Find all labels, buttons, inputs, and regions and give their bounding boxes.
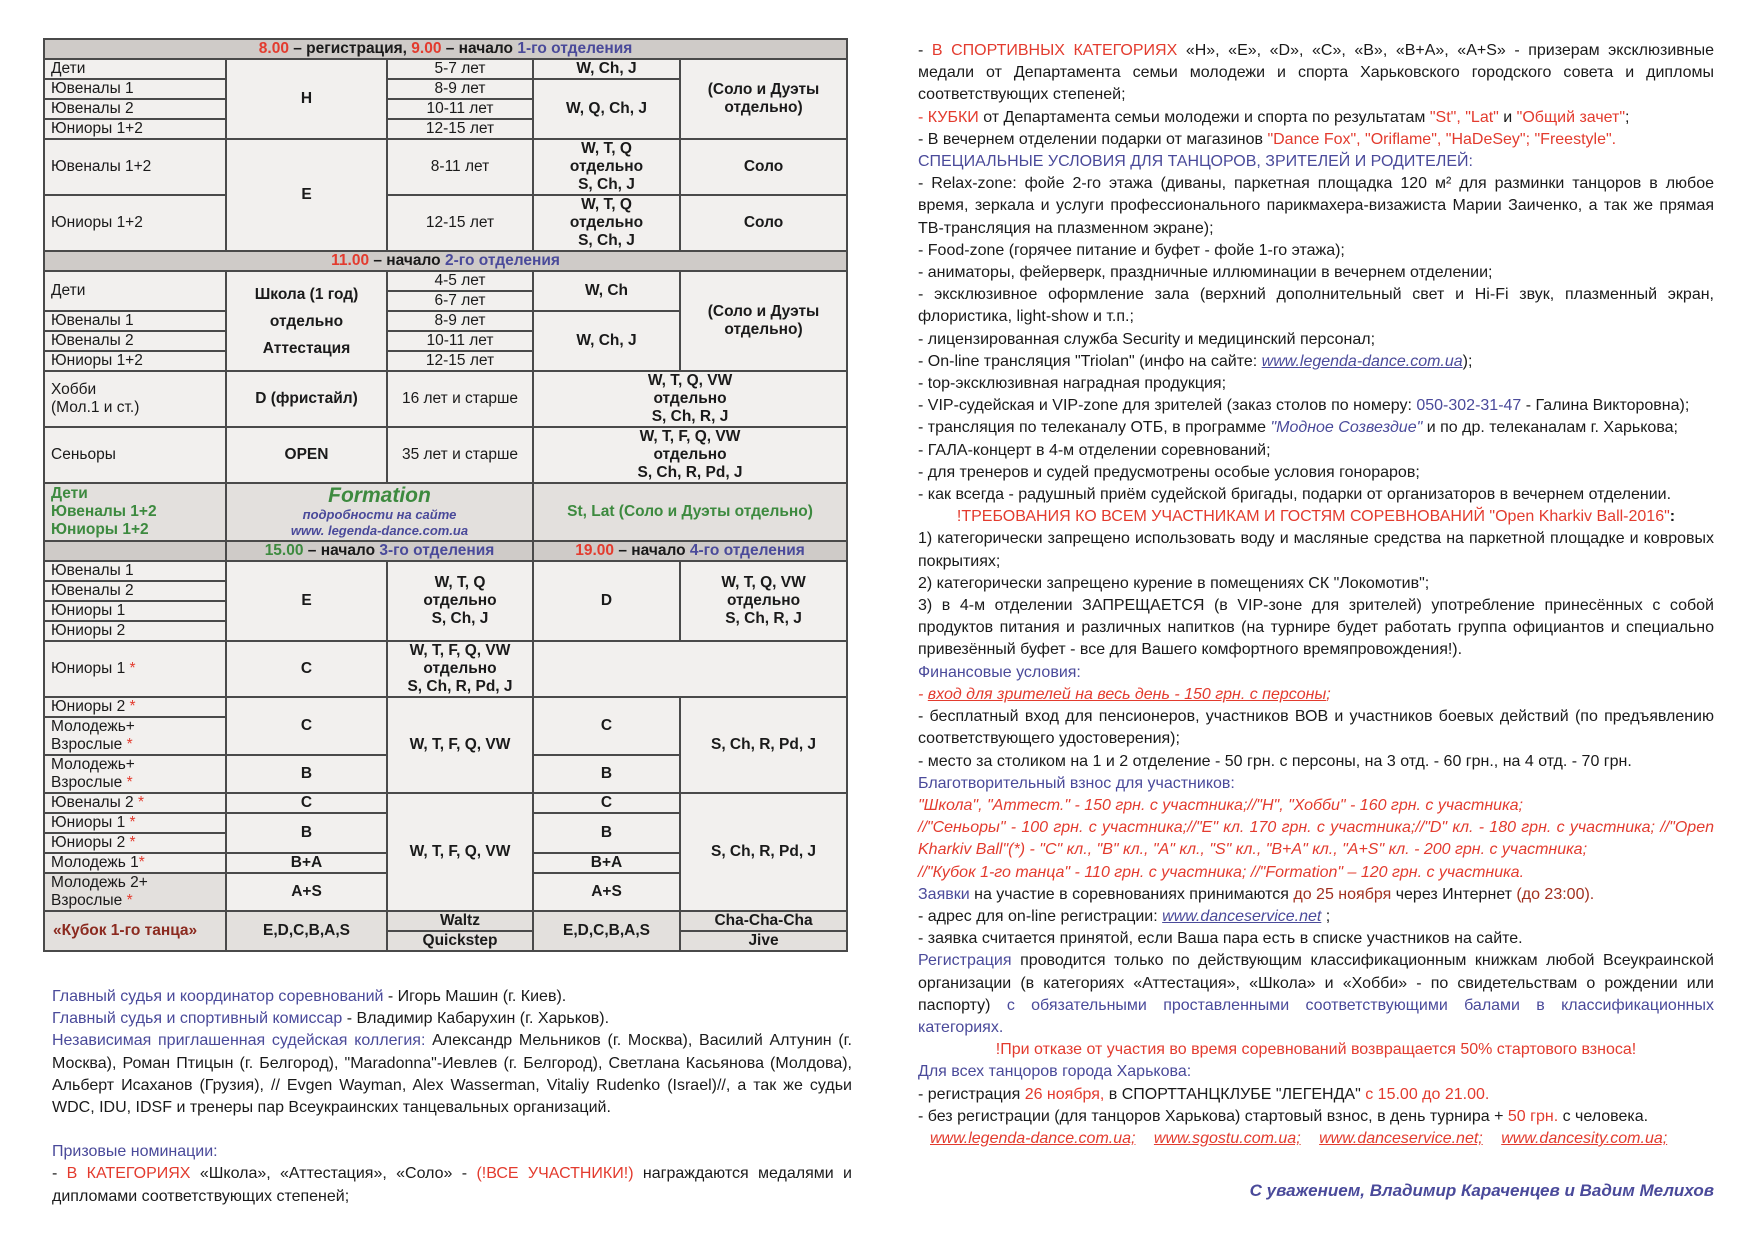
note-cell [680, 271, 847, 371]
category-cell: Ювеналы 1 [44, 79, 226, 99]
category-cell [44, 793, 226, 813]
age-cell: 5-7 лет [387, 59, 533, 79]
dances-cell: W, Ch [533, 271, 680, 311]
note-line: отдельно) [724, 321, 803, 338]
category-cell [44, 813, 226, 833]
kharkiv-text: - без регистрации (для танцоров Харькова) стартовый взнос, в день турнира + [918, 1107, 1508, 1125]
special-item: - для тренеров и судей предусмотрены особые условия гонораров; [918, 463, 1420, 481]
class-cell: A+S [226, 873, 387, 911]
kharkiv-text: в СПОРТТАНЦКЛУБЕ "ЛЕГЕНДА" [1104, 1085, 1366, 1103]
requirements-title [918, 506, 1714, 528]
applications-text: на участие в соревнованиях принимаются [969, 885, 1294, 903]
special-item: - top-эксклюзивная наградная продукция; [918, 375, 1227, 393]
category-cell: Ювеналы 1 [44, 311, 226, 331]
dances-cell [387, 641, 533, 697]
age-cell: 6-7 лет [387, 291, 533, 311]
note-line: отдельно) [724, 99, 803, 116]
table-row [44, 641, 847, 697]
vip-line [918, 395, 1714, 417]
class-cell: C [533, 793, 680, 813]
asterisk-mark: * [126, 736, 133, 753]
requirement-item: 1) категорически запрещено использовать воду и масляные средства на паркетной площадке и ковровых покрытиях; [918, 530, 1714, 570]
formation-cell [226, 483, 533, 541]
dances-cell: W, T, F, Q, VW [387, 697, 533, 793]
class-cell: B [533, 813, 680, 853]
registration-line [918, 950, 1714, 1039]
dash: - [52, 1165, 67, 1183]
kharkiv-time: с 15.00 до 21.00. [1365, 1085, 1490, 1103]
cups-line [918, 107, 1714, 129]
punct: ; [1326, 685, 1331, 703]
dances-cell [387, 561, 533, 641]
sport-prizes [918, 40, 1714, 107]
time-start: 9.00 [411, 40, 442, 57]
cups-total: "Общий зачет" [1516, 108, 1626, 126]
website-links [918, 1128, 1714, 1150]
category-cell [44, 853, 226, 873]
asterisk-mark: * [129, 834, 136, 851]
kharkiv-noreg-line [918, 1106, 1714, 1128]
category-cell: Ювеналы 2 [44, 331, 226, 351]
website-link[interactable]: www.dancesity.com.ua; [1501, 1129, 1668, 1147]
sport-category: В СПОРТИВНЫХ КАТЕГОРИЯХ [931, 42, 1178, 59]
website-link[interactable]: www.legenda-dance.com.ua; [930, 1129, 1136, 1147]
kharkiv-title: Для всех танцоров города Харькова: [918, 1063, 1192, 1081]
category-line: Молодежь+ [51, 718, 135, 735]
dance-line: S, Ch, R, J [725, 610, 802, 627]
panel-label: Независимая приглашенная судейская коллегия: [52, 1032, 426, 1050]
class-line: Аттестация [262, 339, 351, 357]
asterisk-mark: * [137, 794, 144, 811]
class-line: отдельно [269, 312, 344, 330]
age-cell: 8-9 лет [387, 311, 533, 331]
empty-cell [533, 641, 847, 697]
special-item: - аниматоры, фейерверк, праздничные иллюминации в вечернем отделении; [918, 264, 1493, 282]
asterisk-mark: * [129, 698, 136, 715]
tv-show: "Модное Созвездие" [1270, 419, 1423, 437]
formation-row [44, 483, 847, 541]
category-text: Юниоры 1 [51, 660, 126, 677]
category-line: Дети [51, 485, 88, 502]
class-cell: C [226, 641, 387, 697]
gifts-line [918, 129, 1714, 151]
dance-line: отдельно [653, 446, 727, 463]
time-start: 15.00 [264, 542, 304, 559]
formation-link[interactable]: www. legenda-dance.com.ua [290, 523, 469, 538]
time-start: 11.00 [331, 252, 370, 269]
kubok-dance: Cha-Cha-Cha [680, 911, 847, 931]
asterisk-mark: * [126, 892, 133, 909]
section-3-header [226, 541, 533, 561]
section-3-4-header [44, 541, 847, 561]
dance-line: S, Ch, J [431, 610, 489, 627]
special-item: - эксклюзивное оформление зала (верхний дополнительный свет и Hi-Fi звук, плазменный экран, флористика, light-show и т.п.; [918, 286, 1714, 326]
info-section [918, 40, 1714, 1150]
header-text: – регистрация, [288, 40, 412, 57]
kharkiv-amount: 50 грн. [1507, 1107, 1559, 1125]
dances-cell [680, 561, 847, 641]
class-cell: C [533, 697, 680, 755]
special-item: - лицензированная служба Security и медицинский персонал; [918, 330, 1376, 348]
accepted-note: - заявка считается принятой, если Ваша пара есть в списке участников на сайте. [918, 930, 1523, 948]
table-row [44, 427, 847, 483]
panel-names: Александр Мельников (г. Москва), Василий Алтунин (г. Москва), Роман Птицын (г. Белгород), "Maradonna"-Иевлев (г. Белгород), Светлана Касьянова (Молдова), Альберт Исаханов (Грузия), // Evgen Wayman, Alex Wasserman, Vitaliy Rudenko (Israel)//, а так же судьи WDC, IDU, IDSF и тренеры пар Всеукраинских танцевальных организаций. [52, 1032, 853, 1117]
applications-line [918, 884, 1714, 906]
prizes-category: В КАТЕГОРИЯХ [66, 1165, 191, 1183]
class-cell: B+A [533, 853, 680, 873]
dances-cell [533, 427, 847, 483]
cups-text: и [1498, 108, 1517, 126]
fee-title: Благотворительный взнос для участников: [918, 774, 1235, 792]
table-row [44, 59, 847, 79]
category-text: Взрослые [51, 892, 123, 909]
category-cell [44, 833, 226, 853]
finance-item: - место за столиком на 1 и 2 отделение - 50 грн. с персоны, на 3 отд. - 60 грн., на 4 отд. - 70 грн. [918, 752, 1632, 770]
section-label: 3-го отделения [379, 542, 495, 559]
category-cell [44, 697, 226, 717]
kharkiv-text: с человека. [1558, 1107, 1649, 1125]
asterisk-mark: * [129, 660, 136, 677]
online-line [918, 351, 1714, 373]
tv-text: - трансляция по телеканалу ОТБ, в программе [918, 419, 1271, 437]
section-label: 1-го отделения [517, 40, 633, 57]
kubok-dance: Quickstep [387, 931, 533, 951]
dance-line: отдельно [569, 214, 644, 231]
dash: - [918, 42, 932, 59]
dance-line: отдельно [653, 390, 727, 407]
age-cell: 8-11 лет [387, 139, 533, 195]
gifts-shops: "Dance Fox", "Oriflame", "HaDeSey"; "Freestyle". [1267, 130, 1617, 148]
kubok-row [44, 911, 847, 931]
category-cell: Ювеналы 2 [44, 99, 226, 119]
header-text: – начало [441, 40, 518, 57]
dance-line: S, Ch, R, Pd, J [407, 678, 513, 695]
category-cell: Дети [44, 59, 226, 79]
finance-item: - бесплатный вход для пенсионеров, участников ВОВ и участников боевых действий (по предъявлению соответствующего удостоверения); [918, 708, 1714, 748]
entry-fee-line [918, 684, 1714, 706]
category-text: Молодежь 1 [51, 854, 139, 871]
category-cell: Дети [44, 271, 226, 311]
signature: С уважением, Владимир Караченцев и Вадим Мелихов [1249, 1181, 1714, 1200]
cups-text: ; [1625, 108, 1630, 126]
note-cell: Соло [680, 139, 847, 195]
judge-role: Главный судья и координатор соревнований [52, 988, 384, 1005]
formation-styles: St, Lat (Соло и Дуэты отдельно) [533, 483, 847, 541]
age-cell: 16 лет и старше [387, 371, 533, 427]
kubok-label: «Кубок 1-го танца» [44, 911, 226, 951]
asterisk-mark: * [138, 854, 145, 871]
class-cell: C [226, 697, 387, 755]
dances-cell: W, Q, Ch, J [533, 79, 680, 139]
dance-line: W, T, Q, VW [721, 574, 806, 591]
applications-time: (до 23:00) [1516, 885, 1590, 903]
vip-text: - Галина Викторовна); [1521, 397, 1690, 415]
class-cell: E [226, 561, 387, 641]
age-cell: 4-5 лет [387, 271, 533, 291]
fee-line: //"Сеньоры" - 100 грн. с участника;//"E" кл. 170 грн. с участника;//"D" кл. - 180 грн. с участника; //"Open Kharkiv Ball"(*) - "C" кл., "B" кл., "A" кл., "S" кл., "B+A" кл., "A+S" кл. - 200 грн. с участника; [918, 819, 1714, 859]
online-text: ); [1462, 352, 1473, 370]
punct: . [1589, 885, 1595, 903]
category-line: Молодежь 2+ [51, 874, 148, 891]
colon: : [1669, 508, 1676, 526]
category-text: Взрослые [51, 774, 123, 791]
category-text: Ювеналы 2 [51, 794, 134, 811]
dance-line: отдельно [726, 592, 801, 609]
dance-line: отдельно [569, 158, 644, 175]
website-link[interactable]: www.sgostu.com.ua; [1153, 1129, 1301, 1147]
judge-name: - Владимир Кабарухин (г. Харьков). [342, 1010, 610, 1028]
formation-title: Formation [328, 484, 431, 507]
category-cell: Юниоры 1+2 [44, 195, 226, 251]
dance-line: W, T, Q, VW [647, 372, 733, 389]
dance-line: W, T, F, Q, VW [409, 642, 511, 659]
judges-section [52, 986, 852, 1208]
category-cell [44, 641, 226, 697]
category-cell: Ювеналы 2 [44, 581, 226, 601]
asterisk-mark: * [126, 774, 133, 791]
category-line: Молодежь+ [51, 756, 135, 773]
class-cell: OPEN [226, 427, 387, 483]
fee-line: "Школа", "Аттест." - 150 грн. с участника;//"Н", "Хобби" - 160 грн. с участника; [918, 796, 1523, 814]
prizes-text: награждаются медалями и дипломами соответствующих степеней; [52, 1165, 852, 1205]
category-cell: Юниоры 1 [44, 601, 226, 621]
registration-requirement: с обязательными проставленными соответствующими балами в классификационных категориях. [918, 996, 1714, 1036]
header-text: – начало [614, 542, 690, 559]
category-text: Взрослые [51, 736, 123, 753]
table-row [44, 793, 847, 813]
class-line: Школа (1 год) [254, 285, 359, 303]
dance-line: отдельно [423, 592, 497, 609]
judge-line [52, 1008, 852, 1030]
dances-cell [533, 195, 680, 251]
address-line [918, 906, 1714, 928]
category-text: Юниоры 1 [51, 814, 126, 831]
class-cell: D (фристайл) [226, 371, 387, 427]
dances-cell: W, Ch, J [533, 311, 680, 371]
category-line: Ювеналы 1+2 [51, 503, 157, 520]
section-label: 2-го отделения [444, 252, 560, 269]
dance-line: отдельно [423, 660, 497, 677]
requirement-item: 3) в 4-м отделении ЗАПРЕЩАЕТСЯ (в VIP-зоне для зрителей) употребление принесённых с собой продуктов питания и различных напитков (на турнире будет работать группа официантов и специально привезённый буфет - все для Вашего комфортного времяпровождения!). [918, 597, 1714, 659]
formation-details: подробности на сайте [302, 507, 457, 522]
special-item: - как всегда - радушный приём судейской бригады, подарки от организаторов в вечернем отделении. [918, 486, 1672, 504]
gifts-text: - В вечернем отделении подарки от магазинов [918, 130, 1268, 148]
class-cell: B [533, 755, 680, 793]
table-row [44, 271, 847, 291]
class-cell [226, 271, 387, 371]
age-cell: 35 лет и старше [387, 427, 533, 483]
prizes-line [52, 1163, 852, 1207]
age-cell: 12-15 лет [387, 119, 533, 139]
prizes-title: Призовые номинации: [52, 1143, 218, 1161]
applications-deadline: до 25 ноября [1293, 885, 1392, 903]
special-item: - Relax-zone: фойе 2-го этажа (диваны, паркетная площадка 120 м² для разминки танцоров в любое время, зеркала и услуги профессионального парикмахера-визажиста Марии Заиченко, а так же прямая ТВ-трансляция на плазменном экране); [918, 175, 1714, 237]
dance-line: S, Ch, J [578, 232, 635, 249]
applications-label: Заявки [918, 885, 970, 903]
header-text: – начало [369, 252, 445, 269]
dash: - [918, 108, 928, 126]
dance-line: W, T, F, Q, VW [639, 428, 741, 445]
table-row [44, 195, 847, 251]
judge-panel [52, 1030, 852, 1119]
address-text: - адрес для on-line регистрации: [918, 907, 1163, 925]
schedule-table [43, 38, 848, 952]
category-text: Юниоры 2 [51, 834, 126, 851]
sport-text: «Н», «E», «D», «C», «B», «B+A», «A+S» - призерам эксклюзивные медали от Департамента семьи молодежи и спорта Харьковского городского совета и дипломы соответствующих степеней; [918, 42, 1714, 104]
section-label: 4-го отделения [689, 542, 805, 559]
entry-fee: вход для зрителей на весь день - 150 грн. с персоны [927, 685, 1327, 703]
header-text: – начало [303, 542, 380, 559]
section-4-header [533, 541, 847, 561]
age-cell: 10-11 лет [387, 99, 533, 119]
note-line: (Соло и Дуэты [707, 81, 820, 98]
registration-text: проводится только по действующим классификационным книжкам любой Всеукраинской организации (в категориях «Аттестация», «Школа» и «Хобби» - по свидетельствам о рождении или паспорту) [918, 952, 1714, 1014]
category-cell: Юниоры 1+2 [44, 119, 226, 139]
table-row [44, 697, 847, 717]
class-cell: B [226, 813, 387, 853]
fee-line: //"Кубок 1-го танца" - 110 грн. с участника; //"Formation" – 120 грн. с участника. [918, 863, 1525, 881]
dance-line: W, T, Q [581, 196, 632, 213]
online-text: - On-line трансляция "Triolan" (инфо на сайте: [918, 352, 1262, 370]
judge-line [52, 986, 852, 1008]
kubok-classes-3: E,D,C,B,A,S [226, 911, 387, 951]
asterisk-mark: * [129, 814, 136, 831]
kharkiv-date: 26 ноября, [1024, 1085, 1105, 1103]
registration-label: Регистрация [918, 952, 1012, 970]
class-cell: A+S [533, 873, 680, 911]
kubok-classes-4: E,D,C,B,A,S [533, 911, 680, 951]
dance-line: S, Ch, R, Pd, J [637, 464, 743, 481]
schedule-table-wrapper [43, 38, 846, 952]
section-1-header [44, 39, 847, 59]
class-cell: C [226, 793, 387, 813]
section-2-header [44, 251, 847, 271]
kharkiv-text: - регистрация [918, 1085, 1025, 1103]
dances-cell: S, Ch, R, Pd, J [680, 697, 847, 793]
category-line: Хобби [51, 381, 97, 398]
kubok-dance: Waltz [387, 911, 533, 931]
age-cell: 12-15 лет [387, 351, 533, 371]
note-cell [680, 59, 847, 139]
prizes-all: (!ВСЕ УЧАСТНИКИ!) [476, 1165, 634, 1183]
dance-line: W, T, Q [581, 140, 632, 157]
requirements-heading: !ТРЕБОВАНИЯ КО ВСЕМ УЧАСТНИКАМ И ГОСТЯМ СОРЕВНОВАНИЙ "Open Kharkiv Ball-2016" [956, 508, 1670, 526]
class-cell: D [533, 561, 680, 641]
time-registration: 8.00 [258, 40, 289, 57]
category-cell: Юниоры 1+2 [44, 351, 226, 371]
age-cell: 12-15 лет [387, 195, 533, 251]
special-title: СПЕЦИАЛЬНЫЕ УСЛОВИЯ ДЛЯ ТАНЦОРОВ, ЗРИТЕЛЕЙ И РОДИТЕЛЕЙ: [918, 153, 1473, 171]
kharkiv-reg-line [918, 1084, 1714, 1106]
dances-cell: S, Ch, R, Pd, J [680, 793, 847, 911]
dance-line: S, Ch, J [578, 176, 635, 193]
judge-role: Главный судья и спортивный комиссар [52, 1010, 343, 1028]
table-row [44, 561, 847, 581]
cups-text: от Департамента семьи молодежи и спорта по результатам [978, 108, 1430, 126]
category-cell [44, 755, 226, 793]
dash: - [918, 685, 928, 703]
cups-label: КУБКИ [927, 108, 979, 126]
dance-line: W, T, Q [434, 574, 486, 591]
formation-categories [44, 483, 226, 541]
vip-text: - VIP-судейская и VIP-zone для зрителей (заказ столов по номеру: [918, 397, 1417, 415]
vip-phone[interactable]: 050-302-31-47 [1416, 397, 1522, 415]
category-line: Юниоры 1+2 [51, 521, 149, 538]
cups-st-lat: "St", "Lat" [1429, 108, 1499, 126]
address-text: ; [1321, 907, 1331, 925]
category-cell [44, 873, 226, 911]
category-line: (Мол.1 и ст.) [51, 399, 140, 416]
age-cell: 10-11 лет [387, 331, 533, 351]
note-line: (Соло и Дуэты [707, 303, 820, 320]
table-row [44, 139, 847, 195]
prizes-text: «Школа», «Аттестация», «Соло» - [190, 1165, 477, 1183]
danceservice-link[interactable]: www.danceservice.net [1162, 907, 1322, 925]
category-cell: Ювеналы 1+2 [44, 139, 226, 195]
table-row [44, 371, 847, 427]
tv-line [918, 417, 1714, 439]
refund-note: !При отказе от участия во время соревнований возвращается 50% стартового взноса! [995, 1041, 1637, 1059]
kubok-dance: Jive [680, 931, 847, 951]
time-start: 19.00 [575, 542, 615, 559]
dances-cell [533, 371, 847, 427]
applications-text: через Интернет [1391, 885, 1517, 903]
class-cell: E [226, 139, 387, 251]
tv-text: и по др. телеканалам г. Харькова; [1422, 419, 1678, 437]
special-item: - ГАЛА-концерт в 4-м отделении соревнований; [918, 441, 1271, 459]
category-text: Юниоры 2 [51, 698, 126, 715]
category-cell [44, 717, 226, 755]
legenda-link[interactable]: www.legenda-dance.com.ua [1261, 352, 1463, 370]
category-cell [44, 371, 226, 427]
class-cell: B+A [226, 853, 387, 873]
note-cell: Соло [680, 195, 847, 251]
judge-name: - Игорь Машин (г. Киев). [383, 988, 567, 1005]
special-item: - Food-zone (горячее питание и буфет - фойе 1-го этажа); [918, 241, 1345, 259]
website-link[interactable]: www.danceservice.net; [1319, 1129, 1483, 1147]
dances-cell: W, T, F, Q, VW [387, 793, 533, 911]
category-cell: Сеньоры [44, 427, 226, 483]
category-cell: Юниоры 2 [44, 621, 226, 641]
finance-title: Финансовые условия: [918, 663, 1081, 681]
category-cell: Ювеналы 1 [44, 561, 226, 581]
dances-cell [533, 139, 680, 195]
class-cell: Н [226, 59, 387, 139]
requirement-item: 2) категорически запрещено курение в помещениях СК "Локомотив"; [918, 574, 1430, 592]
age-cell: 8-9 лет [387, 79, 533, 99]
class-cell: B [226, 755, 387, 793]
dances-cell: W, Ch, J [533, 59, 680, 79]
dance-line: S, Ch, R, J [651, 408, 729, 425]
